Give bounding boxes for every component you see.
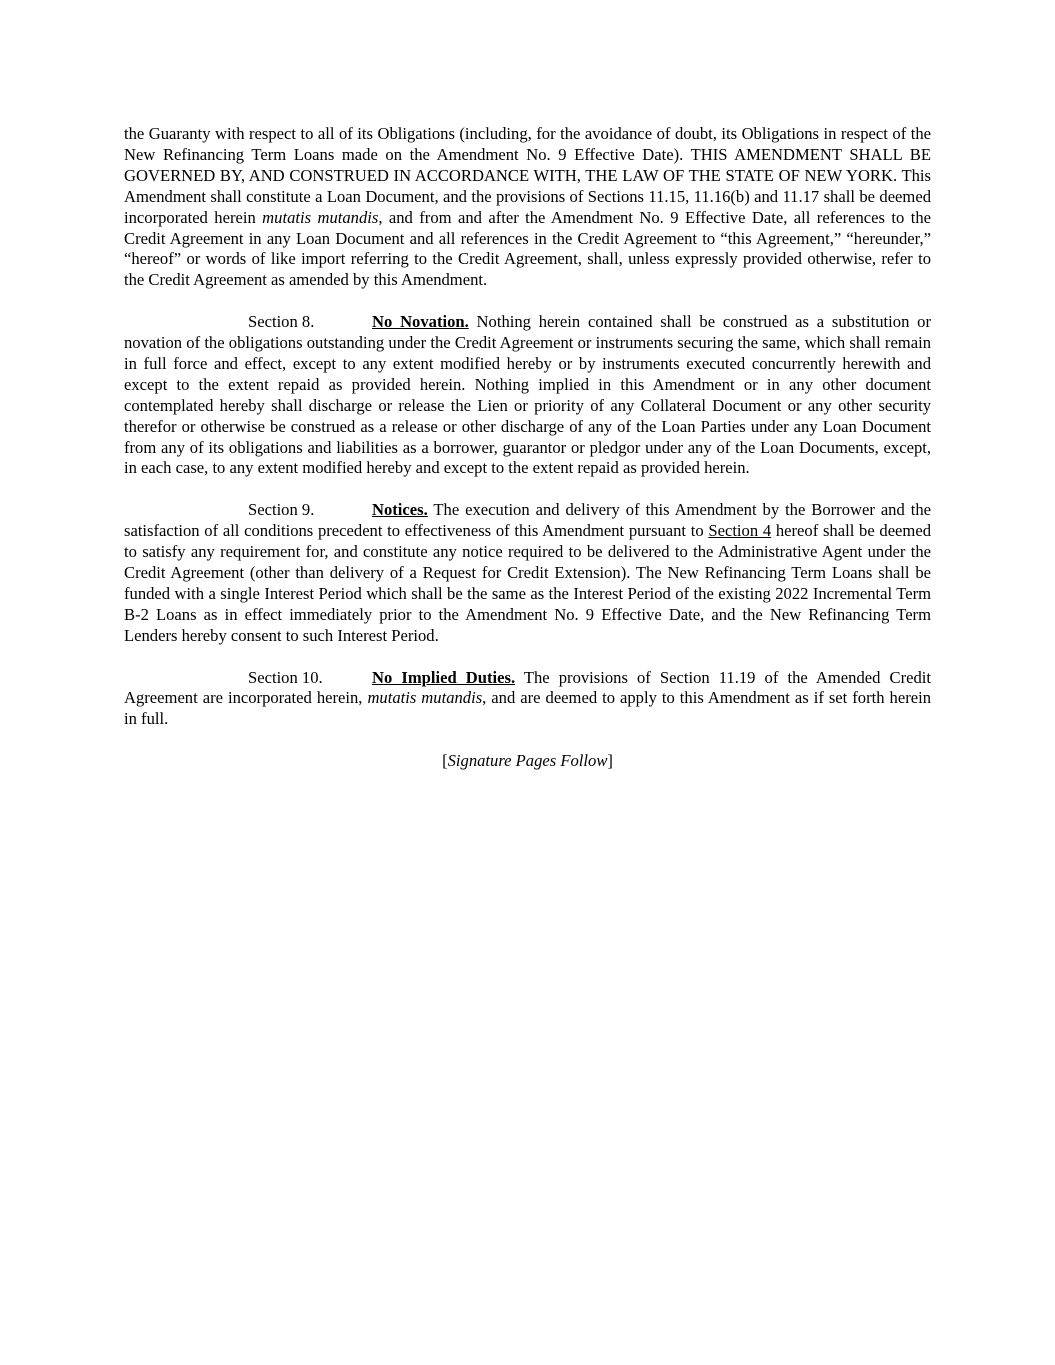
section-10-paragraph	[124, 668, 931, 731]
section-10-heading: No Implied Duties.	[372, 667, 516, 687]
signature-pages-note	[124, 751, 931, 772]
paragraph-governing-law	[124, 124, 931, 291]
section-8-label: Section 8.	[248, 312, 315, 332]
section-8-heading: No Novation.	[372, 312, 469, 332]
section-9-heading: Notices.	[372, 500, 428, 520]
bracket-close: ]	[607, 751, 613, 771]
section-8-text: Nothing herein contained shall be construed as a substitution or novation of the obligations outstanding under the Credit Agreement or instruments securing the same, which shall remain in full force and effect, except to any extent modified hereby or by instruments executed concurrently herewith and except to the extent repaid as provided herein. Nothing implied in this Amendment or in any other document contemplated hereby shall discharge or release the Lien or priority of any Collateral Document or any other security therefor or otherwise be construed as a release or other discharge of any of the Loan Parties under any Loan Document from any of its obligations and liabilities as a borrower, guarantor or pledgor under any of the Loan Documents, except, in each case, to any extent modified hereby and except to the extent repaid as provided herein.	[124, 312, 931, 478]
section-9-label: Section 9.	[248, 500, 315, 520]
paragraph-text: the Guaranty with respect to all of its Obligations (including, for the avoidance of doubt, its Obligations in respect of the New Refinancing Term Loans made on the Amendment No. 9 Effective Date). THIS AMENDMENT SHALL BE GOVERNED BY, AND CONSTRUED IN ACCORDANCE WITH, THE LAW OF THE STATE OF NEW YORK. This Amendment shall constitute a Loan Document, and the provisions of Sections 11.15, 11.16(b) and 11.17 shall be deemed incorporated herein	[124, 124, 931, 227]
italic-term: mutatis mutandis	[262, 207, 379, 227]
italic-term: mutatis mutandis	[367, 688, 483, 708]
section-10-text: , and are deemed to apply to this Amendment as if set forth herein in full.	[124, 688, 931, 729]
document-page	[124, 124, 931, 793]
signature-pages-text: Signature Pages Follow	[447, 751, 608, 771]
section-9-paragraph	[124, 500, 931, 646]
section-8-paragraph	[124, 312, 931, 479]
section-9-text: hereof shall be deemed to satisfy any requirement for, and constitute any notice required to be delivered to the Administrative Agent under the Credit Agreement (other than delivery of a Request for Credit Extension). The New Refinancing Term Loans shall be funded with a single Interest Period which shall be the same as the Interest Period of the existing 2022 Incremental Term B-2 Loans as in effect immediately prior to the Amendment No. 9 Effective Date, and the New Refinancing Term Lenders hereby consent to such Interest Period.	[124, 521, 931, 645]
bracket-open: [	[442, 751, 448, 771]
paragraph-text: , and from and after the Amendment No. 9 Effective Date, all references to the Credit Agreement in any Loan Document and all references in the Credit Agreement to “this Agreement,” “hereunder,” “hereof” or words of like import referring to the Credit Agreement, shall, unless expressly provided otherwise, refer to the Credit Agreement as amended by this Amendment.	[124, 207, 931, 290]
section-10-label: Section 10.	[248, 667, 323, 687]
section-10-text: The provisions of Section 11.19 of the Amended Credit Agreement are incorporated herein,	[124, 667, 931, 708]
section-4-reference: Section 4	[708, 521, 772, 541]
section-9-text: The execution and delivery of this Amendment by the Borrower and the satisfaction of all conditions precedent to effectiveness of this Amendment pursuant to	[124, 500, 931, 541]
